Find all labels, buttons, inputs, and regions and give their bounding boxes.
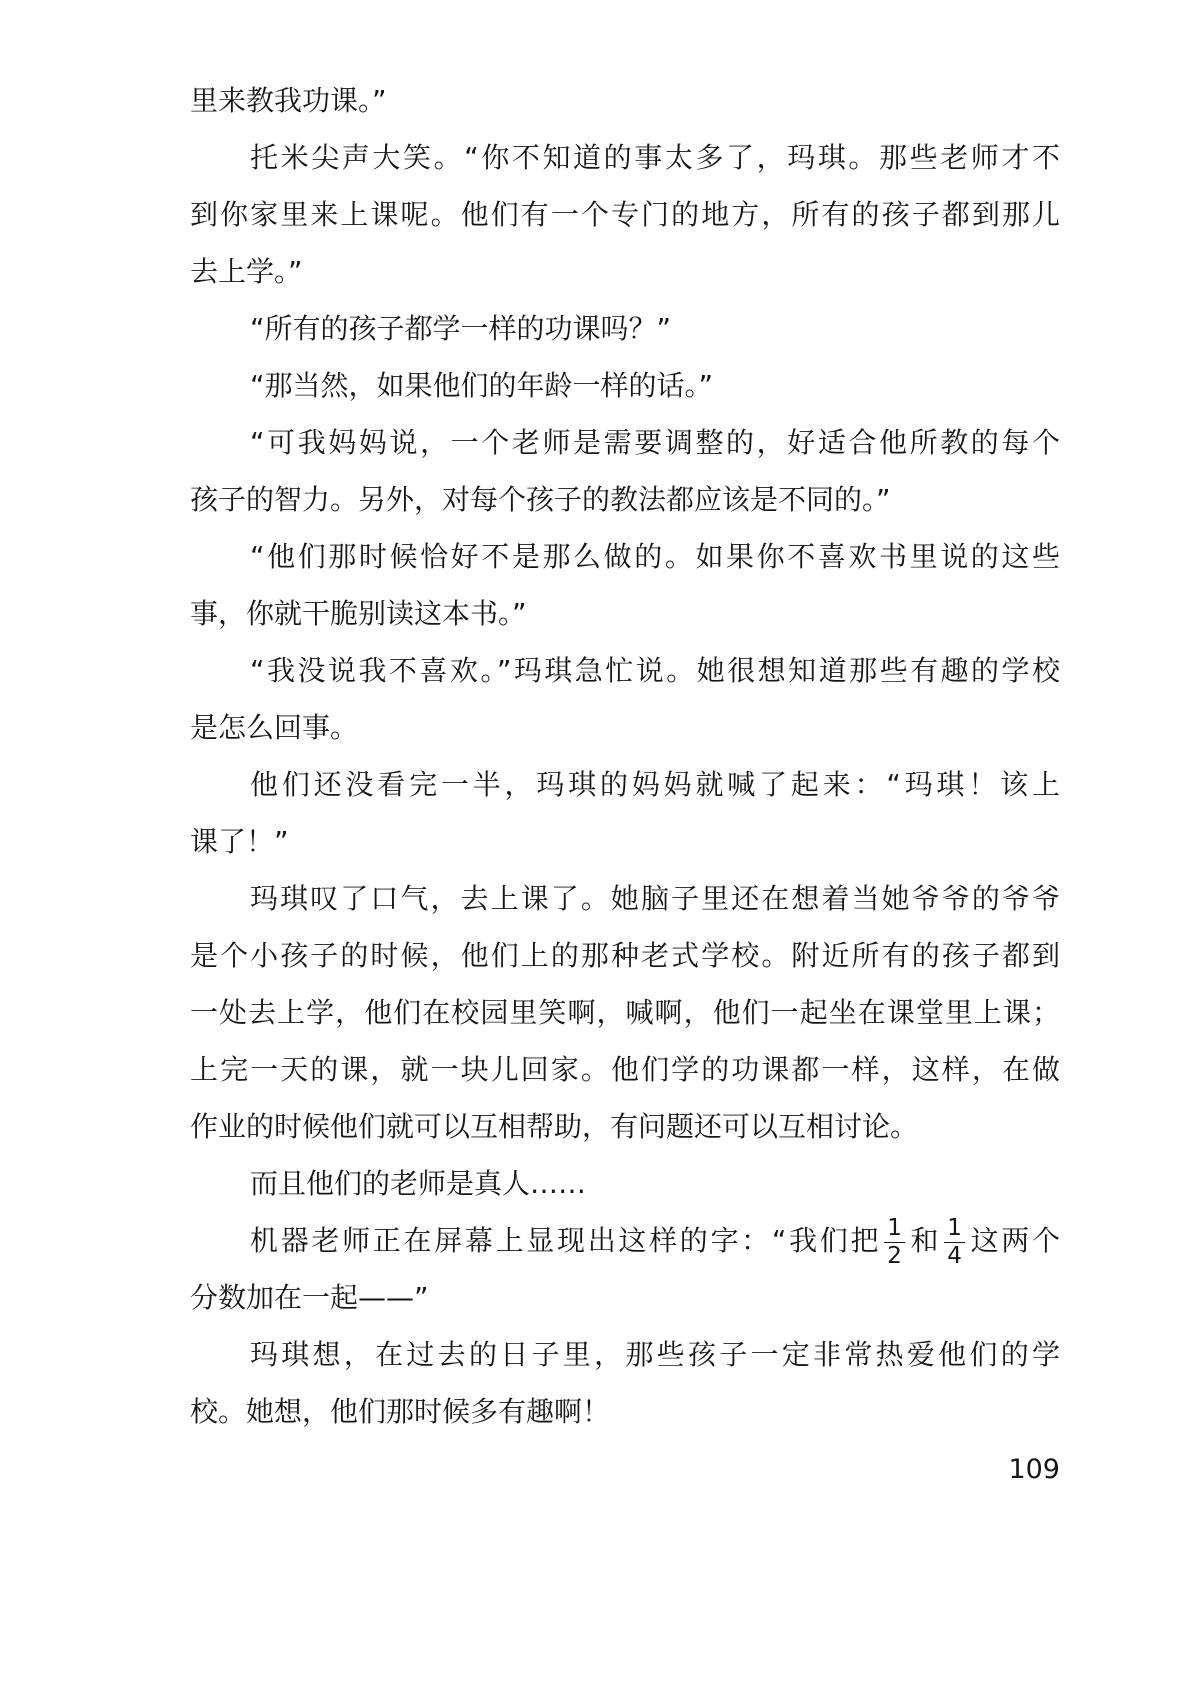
text-line: 课了！” <box>190 825 289 858</box>
fraction-one-half <box>884 1216 905 1267</box>
text-line: “可我妈妈说，一个老师是需要调整的，好适合他所教的每个 <box>250 426 1060 459</box>
page-body-text <box>190 72 1060 1440</box>
paragraph <box>190 870 1060 1155</box>
text-line: 事，你就干脆别读这本书。” <box>190 597 527 630</box>
text-line: “他们那时候恰好不是那么做的。如果你不喜欢书里说的这些 <box>250 540 1060 573</box>
text-line: 孩子的智力。另外，对每个孩子的教法都应该是不同的。” <box>190 483 891 516</box>
fraction-numerator: 1 <box>944 1216 965 1242</box>
text-line: 分数加在一起——” <box>190 1281 429 1314</box>
text-line: 上完一天的课，就一块儿回家。他们学的功课都一样，这样，在做 <box>190 1053 1060 1086</box>
paragraph <box>190 528 1060 642</box>
text-line: 玛琪想，在过去的日子里，那些孩子一定非常热爱他们的学 <box>250 1338 1060 1371</box>
paragraph <box>190 1155 1060 1212</box>
text-line: “那当然，如果他们的年龄一样的话。” <box>250 369 714 402</box>
paragraph <box>190 414 1060 528</box>
paragraph <box>190 642 1060 756</box>
text-line: 里来教我功课。” <box>190 84 387 117</box>
text-line: 他们还没看完一半，玛琪的妈妈就喊了起来：“玛琪！该上 <box>250 768 1060 801</box>
paragraph <box>190 1212 1060 1326</box>
text-line: 是个小孩子的时候，他们上的那种老式学校。附近所有的孩子都到 <box>190 939 1060 972</box>
text-line: 一处去上学，他们在校园里笑啊，喊啊，他们一起坐在课堂里上课； <box>190 996 1060 1029</box>
text-line: 到你家里来上课呢。他们有一个专门的地方，所有的孩子都到那儿 <box>190 198 1060 231</box>
text-line: 玛琪叹了口气，去上课了。她脑子里还在想着当她爷爷的爷爷 <box>250 882 1060 915</box>
paragraph <box>190 129 1060 300</box>
fraction-one-quarter <box>944 1216 965 1267</box>
text-line: “所有的孩子都学一样的功课吗？” <box>250 312 672 345</box>
text-segment: 和 <box>907 1224 942 1257</box>
paragraph <box>190 300 1060 357</box>
paragraph <box>190 357 1060 414</box>
text-line: 校。她想，他们那时候多有趣啊！ <box>190 1395 611 1428</box>
page-number: 109 <box>1008 1454 1060 1485</box>
text-line: 作业的时候他们就可以互相帮助，有问题还可以互相讨论。 <box>190 1110 919 1143</box>
text-segment: 这两个 <box>967 1224 1060 1257</box>
text-segment: 机器老师正在屏幕上显现出这样的字：“我们把 <box>250 1224 882 1257</box>
text-line: “我没说我不喜欢。”玛琪急忙说。她很想知道那些有趣的学校 <box>250 654 1060 687</box>
fraction-denominator: 2 <box>887 1242 902 1269</box>
text-line: 托米尖声大笑。“你不知道的事太多了，玛琪。那些老师才不 <box>250 141 1060 174</box>
paragraph <box>190 72 1060 129</box>
fraction-denominator: 4 <box>947 1242 962 1269</box>
fraction-numerator: 1 <box>884 1216 905 1242</box>
text-line: 去上学。” <box>190 255 303 288</box>
paragraph <box>190 1326 1060 1440</box>
text-line-with-fractions <box>190 1212 1060 1269</box>
text-line: 而且他们的老师是真人…… <box>250 1167 587 1200</box>
paragraph <box>190 756 1060 870</box>
text-line: 是怎么回事。 <box>190 711 359 744</box>
